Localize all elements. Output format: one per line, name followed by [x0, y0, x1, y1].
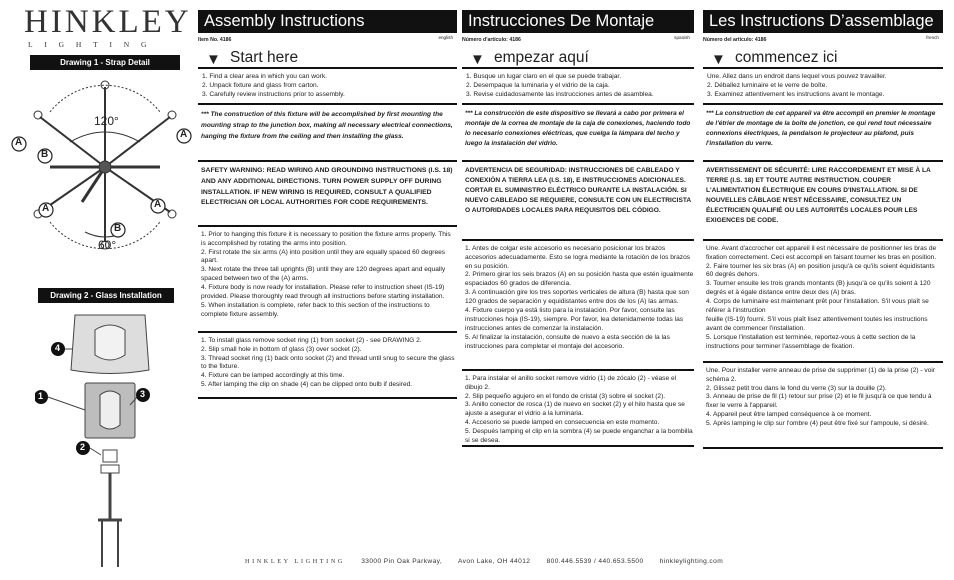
spanish-header: Instrucciones De Montaje — [462, 10, 694, 33]
step-item: 3. Examinez attentivement les instructions avant le montage. — [707, 90, 885, 98]
start-here-heading: empezar aquí — [494, 49, 589, 66]
construction-note: *** The construction of this fixture will be accomplished by first mounting the mounting strap to the junction box, making all necessary electrical connections, hanging the fixture from the ceiling and then installing the glass. — [201, 110, 453, 140]
down-arrow-icon: ▼ — [711, 51, 726, 68]
down-arrow-icon: ▼ — [206, 51, 221, 68]
drawing1-title: Drawing 1 - Strap Detail — [30, 55, 180, 70]
step-item: 2. Unpack fixture and glass from carton. — [202, 81, 319, 89]
step-item: 2. Déballez luminaire et le verre de boîte. — [707, 81, 828, 89]
glass-installation-instructions: Une. Pour installer verre anneau de prise de supprimer (1) de la prise (2) - voir schéma 2. 2. Glissez petit trou dans le fond du verre (3) sur la douille (2). 3. Anneau de prise de fil (1) retour sur prise (2) et le fil jusqu'à ce que tendu à fixer le verre à l'appareil. 4. Appareil peut être lamped conséquence à ce moment. 5. Après lamping le clip sur l'ombre (4) peut être fixé sur l'ampoule, si désiré. — [706, 366, 936, 428]
label-b: B — [41, 149, 49, 160]
french-column — [703, 10, 943, 449]
label-b: B — [114, 223, 122, 234]
start-here-heading: commencez ici — [735, 49, 838, 66]
spanish-column — [462, 10, 694, 447]
brand-logo-subtitle: LIGHTING — [28, 40, 159, 49]
callout-3-label: 3 — [140, 389, 146, 399]
language-label: english — [438, 35, 453, 40]
safety-warning: ADVERTENCIA DE SEGURIDAD: INSTRUCCIONES DE CABLEADO Y CONEXIÓN A TIERRA LEA (I.S. 18), E INSTRUCCIONES ADICIONALES. CORTAR EL SUMINISTRO ELÉCTRICO DURANTE LA INSTALACIÓN. SI NUEVO CABLEADO SE REQUIERE, CONSULTE CON UN ELECTRICISTA O AUTORIDADES LOCALES PARA REQUISITOS DEL CÓDIGO. — [465, 166, 691, 214]
label-a: A — [180, 129, 188, 140]
drawing2-title: Drawing 2 - Glass Installation — [38, 288, 174, 303]
language-label: french — [926, 35, 939, 40]
step-item: 3. Revise cuidadosamente las instrucciones antes de asamblea. — [466, 90, 654, 98]
footer-city: Avon Lake, OH 44012 — [457, 558, 531, 565]
brand-logo: HINKLEY — [24, 4, 192, 40]
arm-positioning-instructions: 1. Antes de colgar este accesorio es necesario posicionar los brazos accesorios adecuadamente. Esto se logra mediante la rotación de los brazos en su posición. 2. Primero girar los seis brazos (A) en su posición hasta que estén igualmente espaciados 60 grados de diferencia. 3. A continuación gire los tres soportes verticales de altura (B) hasta que son 120 grados de separación y equidistantes entre dos de los (A) las armas. 4. Fixture cuerpo ya está listo para la instalación. Por favor, consulte las instrucciones hoja (IS-19), siempre. Por favor, lea detenidamente todas las instrucciones antes de comenzar la instalación. 5. Al finalizar la instalación, consulte de nuevo a esta sección de la las instrucciones para completar el montaje del accesorio. — [465, 244, 694, 350]
step-item: 2. Desempaque la luminaria y el vidrio de la caja. — [466, 81, 610, 89]
glass-installation-instructions: 1. To install glass remove socket ring (1) from socket (2) - see DRAWING 2. 2. Slip small hole in bottom of glass (3) over socket (2). 3. Thread socket ring (1) back onto socket (2) and thread until snug to secure the glass to the fixture. 4. Fixture can be lamped accordingly at this time. 5. After lamping the clip on shade (4) can be clipped onto bulb if desired. — [201, 336, 455, 389]
glass-installation-instructions: 1. Para instalar el anillo socket remove vidrio (1) de zócalo (2) - véase el dibujo 2. 2. Slip pequeño agujero en el fondo de cristal (3) sobre el socket (2). 3. Anillo conector de rosca (1) de nuevo en socket (2) y el hilo hasta que se ajuste a asegurar el vidrio a la luminaria. 4. Accesorio se puede lamped en consecuencia en este momento. 5. Después lamping el clip en la sombra (4) se puede enganchar a la bombilla si se desea. — [465, 374, 693, 445]
callout-4-label: 4 — [55, 343, 61, 353]
arm-positioning-instructions: 1. Prior to hanging this fixture it is necessary to position the fixture arms properly. This is accomplished by rotating the arms into position. 2. First rotate the six arms (A) into position until they are equally spaced 60 degrees apart. 3. Next rotate the three tall uprights (B) until they are 120 degrees apart and equally spaced between two of the (A) arms. 4. Fixture body is now ready for installation. Please refer to instruction sheet (IS-19) provided. Please thoroughly read through all instructions before starting installation. 5. When installation is complete, refer back to this section of the instructions to complete fixture assembly. — [201, 230, 451, 318]
english-header: Assembly Instructions — [198, 10, 457, 33]
strap-detail-diagram — [10, 72, 200, 262]
safety-warning: SAFETY WARNING: READ WIRING AND GROUNDING INSTRUCTIONS (I.S. 18) AND ANY ADDITIONAL DIRECTIONS. TURN POWER SUPPLY OFF DURING INSTALLATION. IF NEW WIRING IS REQUIRED, CONSULT A QUALIFIED ELECTRICIAN OR LOCAL AUTHORITIES FOR CODE REQUIREMENTS. — [201, 166, 453, 207]
footer-website[interactable]: hinkleylighting.com — [659, 558, 724, 565]
step-item: 1. Find a clear area in which you can work. — [202, 73, 327, 80]
angle-label-120: 120° — [94, 114, 119, 128]
label-a: A — [15, 137, 23, 148]
footer-address: 33000 Pin Oak Parkway, — [361, 558, 443, 565]
down-arrow-icon: ▼ — [470, 51, 485, 68]
footer-phone: 800.446.5539 / 440.653.5500 — [546, 558, 644, 565]
start-here-heading: Start here — [230, 49, 299, 66]
step-item: 3. Carefully review instructions prior to assembly. — [202, 90, 345, 98]
language-label: spanish — [674, 35, 690, 40]
angle-label-60: 60° — [98, 238, 117, 252]
construction-note: *** La construction de cet appareil va être accompli en premier le montage de l'étrier de montage de la boîte de jonction, ce qui rend tout nécessaire connexions électriques, la pendaison le projecteur au plafond, puis l'installation du verre. — [706, 109, 936, 147]
label-a: A — [154, 199, 162, 210]
item-number: Número d'artículo: 4186 — [462, 37, 521, 43]
construction-note: *** La construcción de este dispositivo se llevará a cabo por primera el montaje de la correa de montaje de la caja de conexiones, haciendo todo lo necesario conexiones eléctricas, que cuelga la lámpara del techo y luego la instalación del vidrio. — [465, 109, 691, 147]
french-header: Les Instructions D’assemblage — [703, 10, 943, 33]
callout-1-label: 1 — [38, 391, 44, 401]
footer — [245, 558, 723, 565]
item-number: Item No. 4186 — [198, 37, 232, 43]
arm-positioning-instructions: Une. Avant d'accrocher cet appareil il est nécessaire de positionner les bras de fixation correctement. Ceci est accompli en faisant tourner les bras en position. 2. Faire tourner les six bras (A) en position jusqu'à ce qu'ils soient équidistants 60 degrés dehors. 3. Tourner ensuite les trois grands montants (B) jusqu'à ce qu'ils soient à 120 degrés et à égale distance entre deux des (A) bras. 4. Corps de luminaire est maintenant prêt pour l'installation. S'il vous plaît se référer à l'instruction feuille (IS-19) fourni. S'il vous plaît lisez attentivement toutes les instructions avant de commencer l'installation. 5. Lorsque l'installation est terminée, reportez-vous à cette section de la instructions pour terminer l'assemblage de fixation. — [706, 244, 937, 350]
english-column — [198, 10, 457, 399]
label-a: A — [42, 203, 50, 214]
safety-warning: AVERTISSEMENT DE SÉCURITÉ: LIRE RACCORDEMENT ET MISE À LA TERRE (I.S. 18) ET TOUTE AUTRE INSTRUCTION. COUPER L'ALIMENTATION ÉLECTRIQUE EN COURS D'INSTALLATION. SI DE NOUVELLES CÂBLAGE N'EST NÉCESSAIRE, CONSULTEZ UN ÉLECTRICIEN QUALIFIÉ OU LES AUTORITÉS LOCALES POUR LES EXIGENCES DE CODE. — [706, 166, 931, 224]
callout-2-label: 2 — [80, 442, 86, 452]
item-number: Número del artículo: 4186 — [703, 37, 767, 43]
footer-brand: HINKLEY LIGHTING — [245, 558, 345, 565]
step-item: Une. Allez dans un endroit dans lequel vous pouvez travailler. — [707, 73, 887, 80]
step-item: 1. Busque un lugar claro en el que se puede trabajar. — [466, 73, 622, 80]
